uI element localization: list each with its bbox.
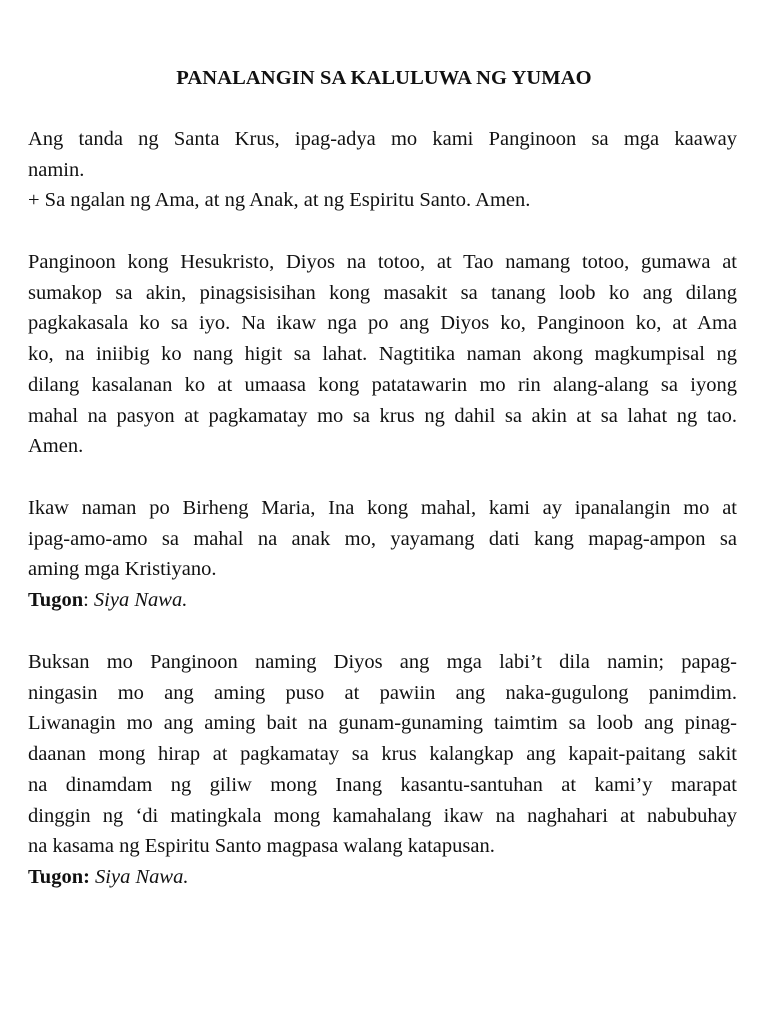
paragraph-prayer-to-mary xyxy=(28,493,737,616)
response-text: Siya Nawa. xyxy=(95,865,189,888)
text-line: Buksan mo Panginoon naming Diyos ang mga labi’t dila namin; papag- xyxy=(28,651,737,673)
text-line: pagkakasala ko sa iyo. Na ikaw nga po ang Diyos ko, Panginoon ko, at Ama xyxy=(28,312,737,335)
response-text: Siya Nawa. xyxy=(93,589,188,612)
text-line: na kasama ng Espiritu Santo magpasa walang katapusan. xyxy=(28,835,495,858)
text-line: dilang kasalanan ko at umaasa kong patatawarin mo rin alang-alang sa iyong xyxy=(28,373,737,396)
paragraph-sign-of-cross xyxy=(28,124,737,216)
text-line: Amen. xyxy=(28,435,84,458)
text-line: aming mga Kristiyano. xyxy=(28,558,217,581)
text-line: Ang tanda ng Santa Krus, ipag-adya mo kami Panginoon sa mga kaaway xyxy=(28,128,737,150)
paragraph-closing-prayer xyxy=(28,647,737,893)
paragraph-act-of-contrition xyxy=(28,247,737,462)
text-line: ko, na iniibig ko nang higit sa lahat. Nagtitika naman akong magkumpisal ng xyxy=(28,343,737,366)
response-line xyxy=(28,585,737,616)
text-line: mahal na pasyon at pagkamatay mo sa krus ng dahil sa akin at sa lahat ng tao. xyxy=(28,404,737,427)
text-line: na dinamdam ng giliw mong Inang kasantu-santuhan at kami’y marapat xyxy=(28,773,737,796)
text-line: Liwanagin mo ang aming bait na gunam-gunaming taimtim sa loob ang pinag- xyxy=(28,712,737,735)
text-line: daanan mong hirap at pagkamatay sa krus kalangkap ang kapait-paitang sakit xyxy=(28,743,737,766)
text-line: + Sa ngalan ng Ama, at ng Anak, at ng Espiritu Santo. Amen. xyxy=(28,189,531,212)
text-line: Ikaw naman po Birheng Maria, Ina kong mahal, kami ay ipanalangin mo at xyxy=(28,497,737,519)
page-title: PANALANGIN SA KALULUWA NG YUMAO xyxy=(176,67,592,89)
text-line: dinggin ng ‘di matingkala mong kamahalang ikaw na naghahari at nabubuhay xyxy=(28,804,737,827)
text-line: Panginoon kong Hesukristo, Diyos na totoo, at Tao namang totoo, gumawa at xyxy=(28,251,737,273)
response-label: Tugon xyxy=(28,589,84,612)
text-line: ipag-amo-amo sa mahal na anak mo, yayamang dati kang mapag-ampon sa xyxy=(28,527,737,550)
text-line: namin. xyxy=(28,158,85,181)
text-line: sumakop sa akin, pinagsisisihan kong masakit sa tanang loob ko ang dilang xyxy=(28,281,737,304)
response-line xyxy=(28,862,737,893)
response-separator: : xyxy=(83,589,94,612)
response-label: Tugon: xyxy=(28,865,90,888)
text-line: ningasin mo ang aming puso at pawiin ang naka-gugulong panimdim. xyxy=(28,681,737,704)
